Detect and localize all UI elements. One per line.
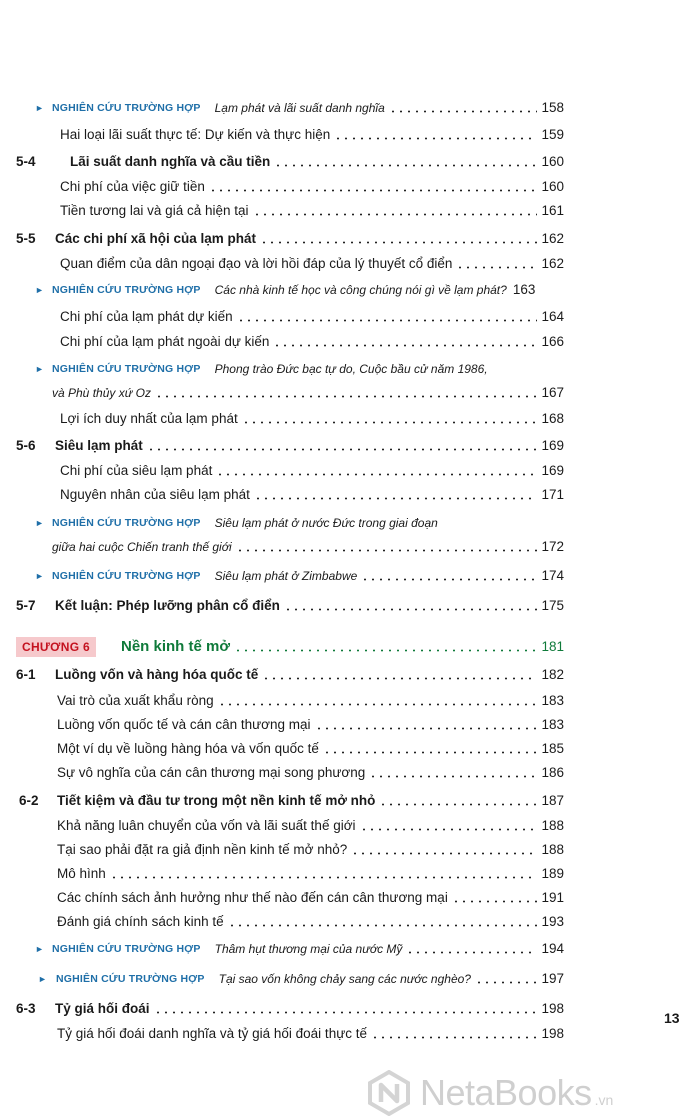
entry-title: Tỷ giá hối đoái: [55, 1001, 150, 1016]
toc-entry[interactable]: [60, 332, 564, 352]
entry-page: 160: [541, 154, 564, 169]
triangle-bullet-icon: ►: [35, 518, 44, 528]
dot-leader: [371, 1036, 537, 1039]
triangle-bullet-icon: ►: [35, 103, 44, 113]
toc-entry[interactable]: [57, 912, 564, 932]
entry-title: Tỷ giá hối đoái danh nghĩa và tỷ giá hối đoái thực tế: [57, 1026, 367, 1041]
dot-leader: [351, 852, 537, 855]
toc-entry[interactable]: [57, 888, 564, 908]
watermark-tld: .vn: [594, 1092, 614, 1108]
entry-page: 162: [541, 256, 564, 271]
dot-leader: [475, 981, 537, 984]
dot-leader: [452, 900, 538, 903]
case-study-label: NGHIÊN CỨU TRƯỜNG HỢP: [52, 284, 201, 296]
toc-entry[interactable]: [57, 715, 564, 735]
toc-entry[interactable]: [57, 691, 564, 711]
dot-leader: [254, 497, 538, 500]
dot-leader: [218, 703, 538, 706]
entry-title: Tiết kiệm và đầu tư trong một nền kinh tế mở nhỏ: [57, 793, 376, 808]
section-number: 5-7: [16, 598, 36, 613]
dot-leader: [273, 344, 537, 347]
dot-leader: [284, 608, 538, 611]
toc-entry[interactable]: [56, 969, 564, 989]
toc-entry-continued[interactable]: [52, 537, 564, 557]
dot-leader: [389, 110, 538, 113]
entry-page: 175: [541, 598, 564, 613]
dot-leader: [379, 803, 537, 806]
chapter-title: Nền kinh tế mở: [121, 638, 231, 655]
case-study-label: NGHIÊN CỨU TRƯỜNG HỢP: [52, 570, 201, 582]
entry-title: Luồng vốn và hàng hóa quốc tế: [55, 667, 259, 682]
case-study-label: NGHIÊN CỨU TRƯỜNG HỢP: [52, 943, 201, 955]
entry-page: 188: [541, 818, 564, 833]
triangle-bullet-icon: ►: [35, 944, 44, 954]
section-number: 5-4: [16, 154, 36, 169]
entry-page: 166: [541, 334, 564, 349]
entry-page: 159: [541, 127, 564, 142]
entry-title: Tại sao vốn không chảy sang các nước nghèo?: [218, 972, 471, 986]
case-study-label: NGHIÊN CỨU TRƯỜNG HỢP: [52, 363, 201, 375]
chapter-badge: CHƯƠNG 6: [16, 637, 96, 657]
entry-title: giữa hai cuộc Chiến tranh thế giới: [52, 540, 232, 554]
entry-page: 189: [541, 866, 564, 881]
entry-title: Chi phí của việc giữ tiền: [60, 179, 205, 194]
toc-entry[interactable]: [55, 999, 564, 1019]
entry-page: 172: [541, 539, 564, 554]
section-number: 5-6: [16, 438, 36, 453]
toc-entry[interactable]: [70, 152, 564, 172]
dot-leader: [274, 164, 537, 167]
entry-page: 198: [541, 1026, 564, 1041]
toc-entry[interactable]: [60, 409, 564, 429]
entry-title: Thâm hụt thương mại của nước Mỹ: [214, 942, 403, 956]
dot-leader: [253, 213, 538, 216]
entry-page: 174: [541, 568, 564, 583]
toc-entry[interactable]: [60, 125, 564, 145]
toc-entry[interactable]: [55, 436, 564, 456]
entry-page: 186: [541, 765, 564, 780]
dot-leader: [209, 189, 538, 192]
triangle-bullet-icon: ►: [38, 974, 47, 984]
entry-title: Lợi ích duy nhất của lạm phát: [60, 411, 238, 426]
entry-page: 160: [541, 179, 564, 194]
entry-page: 185: [541, 741, 564, 756]
toc-entry[interactable]: [57, 840, 564, 860]
entry-title: Nguyên nhân của siêu lạm phát: [60, 487, 250, 502]
entry-title: Luồng vốn quốc tế và cán cân thương mại: [57, 717, 311, 732]
toc-entry[interactable]: [52, 566, 564, 586]
entry-title: và Phù thủy xứ Oz: [52, 386, 151, 400]
toc-entry[interactable]: [52, 98, 564, 118]
dot-leader: [154, 1011, 538, 1014]
section-number: 5-5: [16, 231, 36, 246]
entry-title: Sự vô nghĩa của cán cân thương mại song phương: [57, 765, 366, 780]
toc-entry[interactable]: [52, 280, 564, 300]
toc-entry-continued[interactable]: [52, 383, 564, 403]
toc-entry[interactable]: [57, 864, 564, 884]
toc-entry[interactable]: [57, 1024, 564, 1044]
dot-leader: [234, 649, 537, 652]
page-number: 13: [664, 1010, 680, 1026]
dot-leader: [361, 578, 537, 581]
entry-page: 182: [541, 667, 564, 682]
entry-page: 194: [541, 941, 564, 956]
dot-leader: [260, 241, 537, 244]
section-number: 6-2: [19, 793, 39, 808]
section-number: 6-1: [16, 667, 36, 682]
entry-title: Chi phí của lạm phát ngoài dự kiến: [60, 334, 270, 349]
entry-page: 183: [541, 693, 564, 708]
case-study-label: NGHIÊN CỨU TRƯỜNG HỢP: [52, 517, 201, 529]
entry-title: Chi phí của lạm phát dự kiến: [60, 309, 233, 324]
toc-entry[interactable]: [52, 939, 564, 959]
entry-title: Siêu lạm phát ở nước Đức trong giai đoạn: [214, 516, 438, 530]
chapter-entry[interactable]: [121, 637, 564, 657]
entry-page: 164: [541, 309, 564, 324]
entry-title: Kết luận: Phép lưỡng phân cổ điển: [55, 598, 280, 613]
dot-leader: [456, 266, 537, 269]
dot-leader: [155, 395, 537, 398]
dot-leader: [315, 727, 538, 730]
entry-page: 167: [541, 385, 564, 400]
entry-title: Quan điểm của dân ngoại đạo và lời hồi đáp của lý thuyết cổ điển: [60, 256, 453, 271]
toc-entry[interactable]: [60, 485, 564, 505]
dot-leader: [369, 775, 537, 778]
dot-leader: [237, 319, 538, 322]
toc-entry[interactable]: [52, 359, 564, 379]
dot-leader: [228, 924, 538, 927]
dot-leader: [236, 549, 538, 552]
toc-entry[interactable]: [60, 201, 564, 221]
entry-title: Khả năng luân chuyển của vốn và lãi suất thế giới: [57, 818, 356, 833]
dot-leader: [360, 828, 538, 831]
dot-leader: [110, 876, 538, 879]
netabooks-logo-icon: [366, 1070, 412, 1116]
dot-leader: [262, 677, 537, 680]
entry-page: 163: [512, 282, 536, 297]
dot-leader: [216, 473, 537, 476]
dot-leader: [406, 951, 537, 954]
dot-leader: [242, 421, 538, 424]
entry-page: 191: [541, 890, 564, 905]
case-study-label: NGHIÊN CỨU TRƯỜNG HỢP: [56, 973, 205, 985]
entry-title: Tại sao phải đặt ra giả định nền kinh tế mở nhỏ?: [57, 842, 348, 857]
triangle-bullet-icon: ►: [35, 285, 44, 295]
entry-page: 169: [541, 463, 564, 478]
watermark-brand: NetaBooks: [420, 1072, 592, 1113]
entry-page: 169: [541, 438, 564, 453]
entry-title: Các chính sách ảnh hưởng như thế nào đến cán cân thương mại: [57, 890, 448, 905]
entry-title: Hai loại lãi suất thực tế: Dự kiến và thực hiện: [60, 127, 331, 142]
toc-entry[interactable]: [60, 307, 564, 327]
entry-page: 188: [541, 842, 564, 857]
toc-entry[interactable]: [57, 816, 564, 836]
entry-title: Siêu lạm phát: [55, 438, 143, 453]
toc-entry[interactable]: [60, 461, 564, 481]
toc-entry[interactable]: [60, 254, 564, 274]
entry-title: Siêu lạm phát ở Zimbabwe: [214, 569, 358, 583]
entry-title: Lạm phát và lãi suất danh nghĩa: [214, 101, 385, 115]
dot-leader: [323, 751, 538, 754]
entry-title: Các chi phí xã hội của lạm phát: [55, 231, 257, 246]
entry-title: Mô hình: [57, 866, 106, 881]
case-study-label: NGHIÊN CỨU TRƯỜNG HỢP: [52, 102, 201, 114]
entry-title: Phong trào Đức bạc tự do, Cuộc bầu cử năm 1986,: [214, 362, 488, 376]
entry-page: 181: [541, 639, 564, 654]
entry-title: Vai trò của xuất khẩu ròng: [57, 693, 214, 708]
dot-leader: [147, 448, 538, 451]
toc-entry[interactable]: [60, 177, 564, 197]
entry-page: 171: [541, 487, 564, 502]
toc-entry[interactable]: [52, 513, 564, 533]
toc-entry[interactable]: [55, 596, 564, 616]
entry-page: 162: [541, 231, 564, 246]
toc-entry[interactable]: [57, 791, 564, 811]
entry-title: Một ví dụ về luồng hàng hóa và vốn quốc tế: [57, 741, 319, 756]
entry-page: 168: [541, 411, 564, 426]
section-number: 6-3: [16, 1001, 36, 1016]
entry-title: Đánh giá chính sách kinh tế: [57, 914, 224, 929]
entry-title: Tiền tương lai và giá cả hiện tại: [60, 203, 249, 218]
entry-title: Chi phí của siêu lạm phát: [60, 463, 213, 478]
entry-page: 183: [541, 717, 564, 732]
entry-page: 197: [541, 971, 564, 986]
triangle-bullet-icon: ►: [35, 364, 44, 374]
entry-page: 193: [541, 914, 564, 929]
triangle-bullet-icon: ►: [35, 571, 44, 581]
toc-entry[interactable]: [55, 665, 564, 685]
toc-entry[interactable]: [57, 739, 564, 759]
entry-page: 198: [541, 1001, 564, 1016]
entry-page: 158: [541, 100, 564, 115]
watermark: [366, 1070, 613, 1116]
entry-title: Lãi suất danh nghĩa và cầu tiền: [70, 154, 271, 169]
entry-page: 161: [541, 203, 564, 218]
toc-entry[interactable]: [55, 229, 564, 249]
toc-entry[interactable]: [57, 763, 564, 783]
entry-page: 187: [541, 793, 564, 808]
entry-title: Các nhà kinh tế học và công chúng nói gì về lạm phát?: [214, 283, 507, 297]
dot-leader: [334, 137, 537, 140]
